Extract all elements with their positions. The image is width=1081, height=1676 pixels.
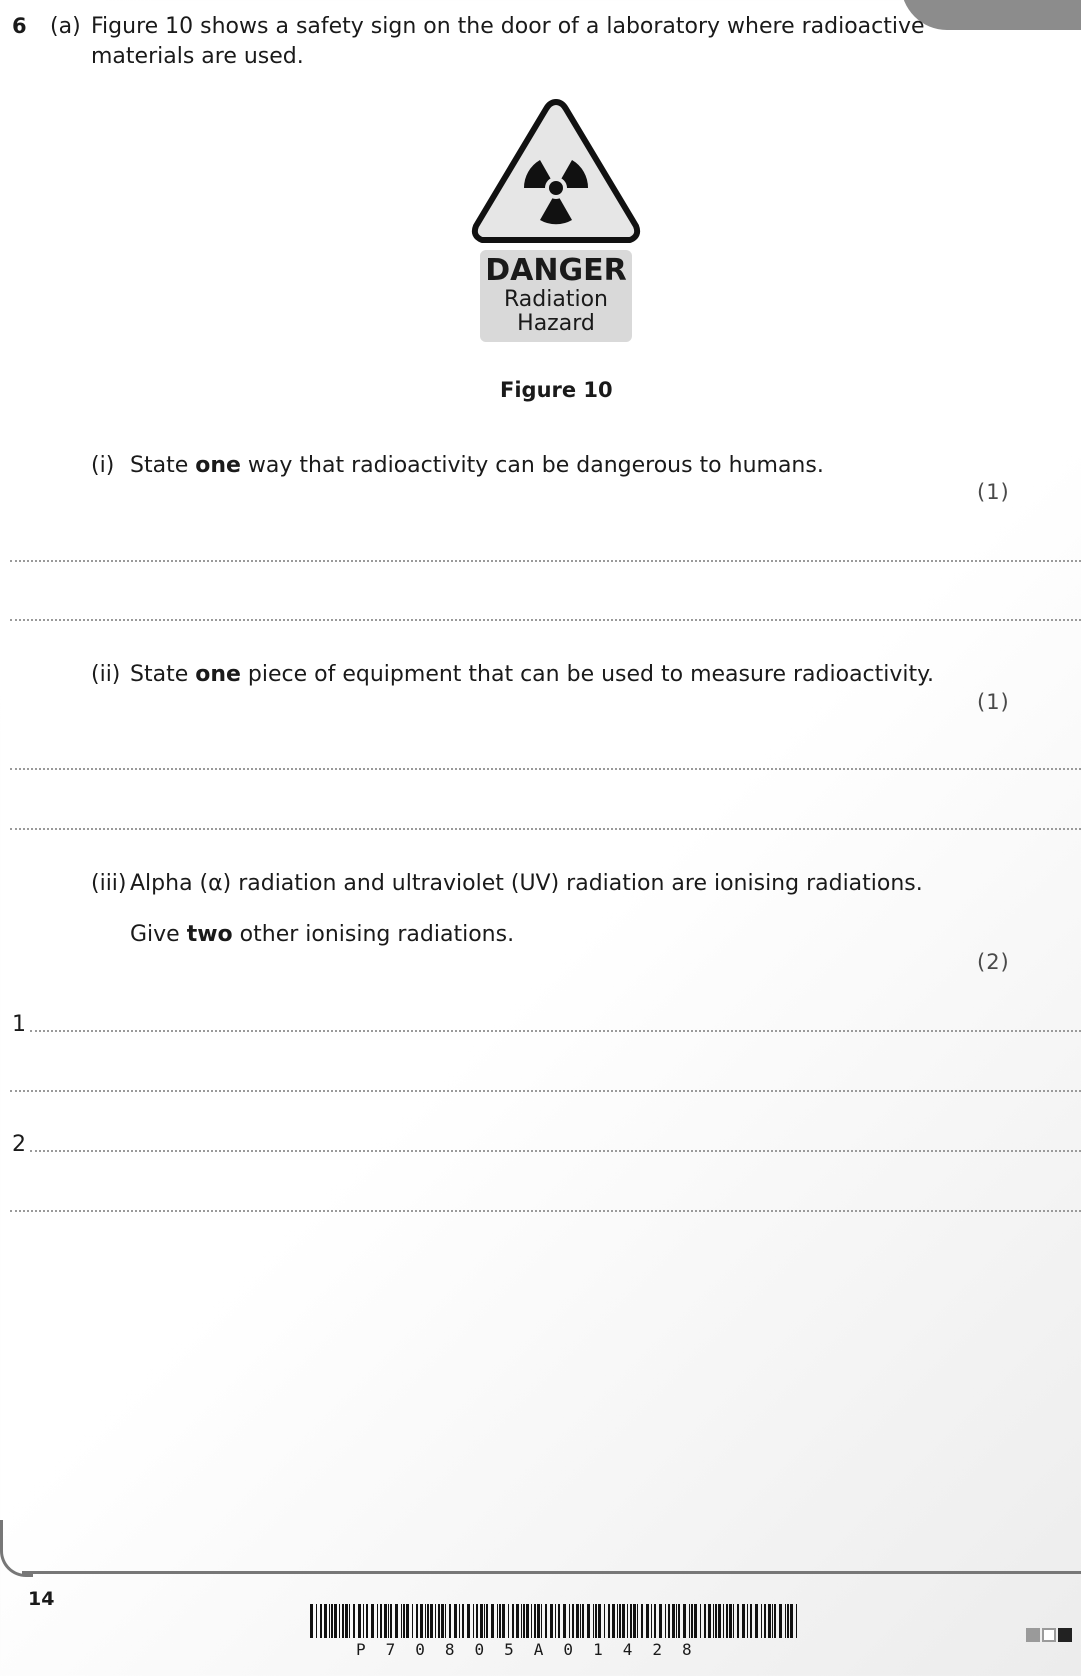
barcode-bar: [723, 1604, 724, 1638]
radiation-trefoil-icon: [468, 96, 644, 248]
barcode-bar: [425, 1604, 426, 1638]
part-ii-text-pre: State: [130, 662, 196, 687]
answer-line[interactable]: [30, 1150, 1081, 1152]
part-iii-text2-pre: Give: [130, 922, 187, 947]
barcode-bar: [384, 1604, 387, 1638]
barcode-bar: [486, 1604, 488, 1638]
barcode-bar: [484, 1604, 485, 1638]
barcode-bar: [737, 1604, 739, 1638]
barcode-bar: [646, 1604, 649, 1638]
radiation-danger-sign: [468, 96, 644, 346]
barcode-bar: [627, 1604, 628, 1638]
barcode-bar: [534, 1604, 536, 1638]
barcode-bar: [476, 1604, 478, 1638]
page-number: 14: [28, 1588, 55, 1610]
barcode-bar: [641, 1604, 643, 1638]
barcode-bar: [678, 1604, 680, 1638]
barcode-bar: [654, 1604, 656, 1638]
barcode-bar: [550, 1604, 553, 1638]
part-iii-text-line1: Alpha (α) radiation and ultraviolet (UV) radiation are ionising radiations.: [130, 871, 923, 896]
barcode-bar: [779, 1604, 782, 1638]
barcode-bar: [537, 1604, 540, 1638]
barcode-bar: [388, 1604, 389, 1638]
barcode-bar: [672, 1604, 675, 1638]
barcode-bar: [768, 1604, 771, 1638]
barcode-bar: [604, 1604, 605, 1638]
part-ii-marks: (1): [977, 690, 1010, 714]
barcode-bar: [755, 1604, 758, 1638]
barcode-bar: [572, 1604, 574, 1638]
sign-danger-text: DANGER: [485, 253, 627, 288]
barcode-bar: [704, 1604, 706, 1638]
barcode-bar: [339, 1604, 340, 1638]
barcode-bar: [331, 1604, 333, 1638]
answer-line[interactable]: [10, 828, 1081, 830]
sign-line2: Hazard: [517, 311, 595, 336]
part-iii-text2-post: other ionising radiations.: [232, 922, 515, 947]
barcode-bar: [689, 1604, 690, 1638]
barcode-bar: [668, 1604, 670, 1638]
barcode-bar: [377, 1604, 378, 1638]
barcode-bar: [659, 1604, 662, 1638]
barcode-bar: [747, 1604, 748, 1638]
barcode-bar: [497, 1604, 498, 1638]
barcode-bar: [541, 1604, 542, 1638]
barcode-bar: [691, 1604, 693, 1638]
barcode-bar: [380, 1604, 382, 1638]
barcode-bar: [445, 1604, 446, 1638]
part-ii-text-bold: one: [195, 662, 241, 687]
barcode-bar: [790, 1604, 793, 1638]
answer-1-label: 1: [12, 1012, 26, 1037]
barcode-bar: [694, 1604, 697, 1638]
barcode-bar: [516, 1604, 519, 1638]
barcode-bar: [713, 1604, 714, 1638]
part-i-label: (i): [91, 453, 115, 478]
barcode-bar: [637, 1604, 638, 1638]
barcode-bar: [582, 1604, 584, 1638]
barcode-bar: [619, 1604, 621, 1638]
question-number: 6: [12, 14, 27, 38]
barcode-bar: [467, 1604, 470, 1638]
barcode-bar: [512, 1604, 514, 1638]
answer-line[interactable]: [10, 768, 1081, 770]
barcode-bar: [580, 1604, 581, 1638]
barcode-bar: [473, 1604, 474, 1638]
barcode-bar: [416, 1604, 418, 1638]
barcode-bar: [454, 1604, 457, 1638]
barcode-bar: [438, 1604, 440, 1638]
barcode-bar: [715, 1604, 717, 1638]
part-i-text-post: way that radioactivity can be dangerous to humans.: [240, 453, 824, 478]
barcode-bar: [555, 1604, 556, 1638]
barcode-bar: [726, 1604, 728, 1638]
barcode-bar: [334, 1604, 337, 1638]
barcode-bar: [366, 1604, 368, 1638]
barcode-bar: [630, 1604, 632, 1638]
barcode-bar: [403, 1604, 405, 1638]
sign-label-box: [480, 250, 632, 342]
barcode-bar: [576, 1604, 579, 1638]
answer-line[interactable]: [10, 1210, 1081, 1212]
barcode-bar: [761, 1604, 762, 1638]
barcode-bar: [700, 1604, 701, 1638]
figure-caption: Figure 10: [500, 378, 613, 402]
barcode-bar: [395, 1604, 398, 1638]
barcode-bar: [491, 1604, 494, 1638]
marker-square-grey: [1026, 1628, 1040, 1642]
part-iii-text2-bold: two: [186, 922, 233, 947]
barcode-bar: [430, 1604, 433, 1638]
barcode-bar: [608, 1604, 610, 1638]
barcode-bar: [651, 1604, 652, 1638]
part-iii-text-line2: [130, 920, 514, 949]
barcode-bar: [617, 1604, 618, 1638]
barcode-bar: [633, 1604, 636, 1638]
barcode-bar: [420, 1604, 423, 1638]
part-ii-label: (ii): [91, 662, 121, 687]
barcode-bar: [785, 1604, 786, 1638]
barcode-bar: [499, 1604, 501, 1638]
barcode-bar: [676, 1604, 677, 1638]
barcode-bar: [733, 1604, 734, 1638]
barcode-bar: [622, 1604, 625, 1638]
barcode-bar: [449, 1604, 451, 1638]
barcode-bar: [526, 1604, 529, 1638]
barcode-bar: [593, 1604, 594, 1638]
barcode-bar: [718, 1604, 721, 1638]
barcode-bar: [401, 1604, 402, 1638]
part-iii-marks: (2): [977, 950, 1010, 974]
part-i-text-pre: State: [130, 453, 196, 478]
barcode-bar: [324, 1604, 327, 1638]
barcode-bar: [502, 1604, 505, 1638]
barcode-bar: [598, 1604, 601, 1638]
barcode-bar: [349, 1604, 350, 1638]
answer-line[interactable]: [10, 619, 1081, 621]
page-border-curve: [0, 1520, 33, 1577]
barcode-bar: [665, 1604, 666, 1638]
barcode-bar: [750, 1604, 752, 1638]
barcode-bar: [772, 1604, 773, 1638]
barcode-bar: [545, 1604, 547, 1638]
barcode-bar: [358, 1604, 361, 1638]
barcode-bar: [462, 1604, 464, 1638]
barcode-bar: [441, 1604, 444, 1638]
barcode-bar: [480, 1604, 483, 1638]
barcode-bar: [320, 1604, 322, 1638]
corner-tab: [901, 0, 1081, 30]
barcode-bar: [371, 1604, 374, 1638]
part-i-question: [130, 451, 824, 480]
barcode-bar: [742, 1604, 745, 1638]
page-border-line: [22, 1571, 1081, 1574]
barcode-bar: [412, 1604, 413, 1638]
barcode-bars-icon: [310, 1604, 802, 1638]
question-intro-line1: Figure 10 shows a safety sign on the door of a laboratory where radioactive: [91, 14, 925, 39]
barcode-bar: [508, 1604, 509, 1638]
part-a-label: (a): [50, 14, 81, 39]
barcode-bar: [329, 1604, 330, 1638]
marker-square-white: [1042, 1628, 1056, 1642]
part-ii-question: [130, 660, 934, 689]
barcode-bar: [353, 1604, 355, 1638]
barcode-bar: [569, 1604, 570, 1638]
barcode-bar: [310, 1604, 313, 1638]
barcode-bar: [427, 1604, 429, 1638]
barcode-bar: [459, 1604, 460, 1638]
question-intro-line2: materials are used.: [91, 44, 304, 69]
barcode-bar: [363, 1604, 364, 1638]
barcode-bar: [729, 1604, 732, 1638]
barcode-bar: [796, 1604, 797, 1638]
marker-square-black: [1058, 1628, 1072, 1642]
barcode-bar: [708, 1604, 711, 1638]
barcode-bar: [558, 1604, 560, 1638]
barcode-bar: [523, 1604, 525, 1638]
barcode-bar: [521, 1604, 522, 1638]
part-i-text-bold: one: [195, 453, 241, 478]
barcode-bar: [764, 1604, 766, 1638]
barcode-bar: [612, 1604, 615, 1638]
barcode-bar: [316, 1604, 317, 1638]
barcode-bar: [406, 1604, 409, 1638]
answer-2-label: 2: [12, 1132, 26, 1157]
part-i-marks: (1): [977, 480, 1010, 504]
barcode-bar: [435, 1604, 436, 1638]
part-iii-label: (iii): [91, 871, 127, 896]
part-ii-text-post: piece of equipment that can be used to measure radioactivity.: [240, 662, 935, 687]
barcode-bar: [787, 1604, 789, 1638]
barcode-bar: [774, 1604, 776, 1638]
barcode-bar: [587, 1604, 590, 1638]
barcode-bar: [683, 1604, 686, 1638]
barcode-bar: [563, 1604, 566, 1638]
barcode-bar: [595, 1604, 597, 1638]
barcode-bar: [531, 1604, 532, 1638]
answer-line[interactable]: [30, 1030, 1081, 1032]
barcode-bar: [342, 1604, 344, 1638]
barcode-bar: [390, 1604, 392, 1638]
answer-line[interactable]: [10, 560, 1081, 562]
barcode-text: P70805A01428: [356, 1640, 712, 1659]
barcode-bar: [345, 1604, 348, 1638]
answer-line[interactable]: [10, 1090, 1081, 1092]
sign-line1: Radiation: [504, 287, 608, 312]
